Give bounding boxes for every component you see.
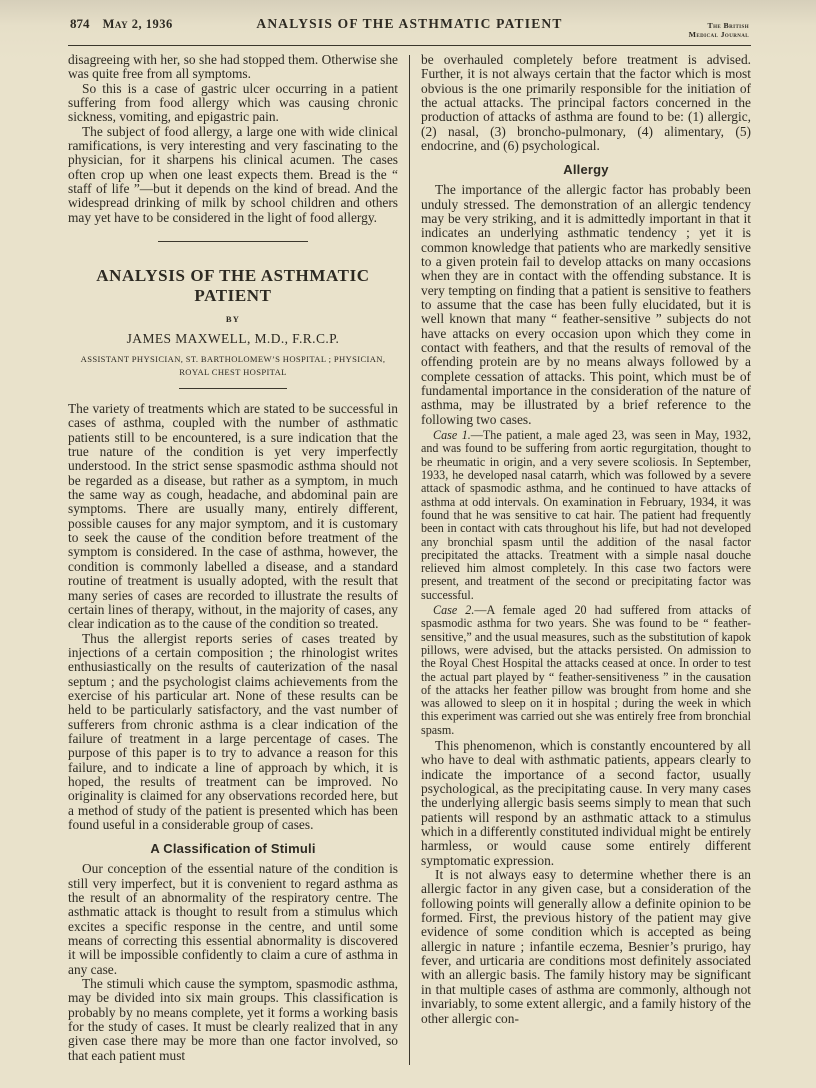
page-header [68, 10, 751, 46]
content-columns [68, 53, 751, 1065]
journal-name-line2: Medical Journal [688, 29, 749, 39]
case-2-text: —A female aged 20 had suffered from attacks of spasmodic asthma for two years. She was found to be “ feather-sensitive,” and the usual measures, such as the substitution of kapok pillows, were advised, but the attacks persisted. On admission to the Royal Chest Hospital the attacks ceased at once. In order to test the actual part played by “ feather-sensitiveness ” in the causation of the attacks her feather pillow was brought from home and she was allowed to sleep on it in hospital ; during the week in which this experiment was carried out she was entirely free from bronchial spasm. [421, 603, 751, 737]
byline: BY [225, 314, 241, 325]
section-paragraph: The stimuli which cause the symptom, spasmodic asthma, may be divided into six main groups. This classification is probably by no means complete, yet it forms a working basis for the study of cases. It must be clearly realized that in any given case there may be more than one factor involved, so that each patient must [68, 976, 398, 1063]
intro-paragraph: So this is a case of gastric ulcer occurring in a patient suffering from food allergy which was causing chronic sickness, vomiting, and epigastric pain. [68, 80, 398, 125]
issue-date: May 2, 1936 [102, 17, 173, 31]
opening-paragraph: be overhauled completely before treatment is advised. Further, it is not always certain that the factor which is most obvious is the one primarily responsible for the initiation of the actual attacks. The principal factors concerned in the production of attacks of asthma are found to be: (1) allergic, (2) nasal, (3) broncho-pulmonary, (4) alimentary, (5) endocrine, and (6) psychological. [421, 52, 751, 153]
article-divider-rule [158, 241, 308, 242]
intro-paragraph: disagreeing with her, so she had stopped them. Otherwise she was quite free from all symptoms. [68, 52, 398, 82]
case-1-label: Case 1. [433, 428, 471, 443]
body-paragraph: Thus the allergist reports series of cases treated by injections of a certain composition ; the rhinologist writes enthusiastically on the results of cauterization of the nasal septum ; and the psychologist claims achievements from the exercise of his particular art. None of these results can be held to be particularly satisfactory, and the vast number of sufferers from chronic asthma is a clear indication of the failure of treatment in a large percentage of cases. The purpose of this paper is to try to advance a reason for this failure, and to indicate a line of approach by which, it is hoped, the results of treatment can be improved. No originality is claimed for any observations recorded here, but a method of study of the patient is presented which has been found useful in a considerable group of cases. [68, 630, 398, 832]
case-report-1 [421, 429, 751, 602]
page-number-and-date [70, 16, 246, 32]
author-name: JAMES MAXWELL, M.D., F.R.C.P. [126, 331, 340, 347]
closing-paragraph: This phenomenon, which is constantly encountered by all who have to deal with asthmatic patients, appears clearly to indicate the importance of a second factor, usually psychological, as the precipitating cause. In very many cases the underlying allergic basis seems simply to mean that such patients will respond by an asthmatic attack to a stimulus which in a differently constituted individual might be entirely harmless, or would cause some entirely different symptomatic expression. [421, 737, 751, 868]
running-title: ANALYSIS OF THE ASTHMATIC PATIENT [256, 16, 563, 31]
article-title: ANALYSIS OF THE ASTHMATIC PATIENT [96, 266, 370, 305]
section-paragraph: Our conception of the essential nature of the condition is still very imperfect, but it is convenient to regard asthma as the result of an abnormality of the respiratory centre. The asthmatic attack is thought to result from a stimulus which excites a specific response in the centre, and until some means of correcting this essential abnormality is discovered it will be impossible confidently to claim a cure of asthma in any case. [68, 861, 398, 977]
affiliation-line2: ROYAL CHEST HOSPITAL [179, 366, 287, 377]
author-affiliation [68, 353, 398, 378]
body-paragraph: The variety of treatments which are stated to be successful in cases of asthma, coupled with the number of asthmatic patients still to be encountered, is a sure indication that the true nature of the condition is yet very imperfectly understood. In the strict sense spasmodic asthma should not be regarded as a disease, but rather as a symptom, in much the same way as cough, headache, and abdominal pain are symptoms. There are usually many, entirely different, possible causes for any major symptom, and it is customary to seek the cause of the condition before treatment of the symptom is considered. In the case of asthma, however, the condition is commonly labelled a disease, and a standard routine of treatment is usually adopted, with the result that many series of cases are recorded to illustrate the results of certain lines of therapy, without, in the majority of cases, any clear indication as to the cause of the condition so treated. [68, 401, 398, 632]
case-2-label: Case 2. [433, 603, 475, 618]
case-1-text: —The patient, a male aged 23, was seen in May, 1932, and was found to be suffering from aortic regurgitation, thought to be rheumatic in origin, and a very severe scoliosis. In September, 1933, he developed nasal catarrh, which was followed by a severe attack of spasmodic asthma, and he continued to have attacks of asthma at odd intervals. On examination in February, 1934, it was found that he was sensitive to cat hair. The patient had frequently been in contact with cats throughout his life, but had not developed any bronchial spasm until the addition of the nasal factor precipitated the attacks. Treatment with a simple nasal douche relieved him almost completely. In this case two factors were present, and treatment of the second or precipitating factor was successful. [421, 428, 751, 602]
page-number: 874 [70, 16, 90, 31]
left-column [68, 53, 398, 1065]
affiliation-line1: ASSISTANT PHYSICIAN, ST. BARTHOLOMEW’S HOSPITAL ; PHYSICIAN, [80, 354, 386, 365]
closing-paragraph: It is not always easy to determine whether there is an allergic factor in any given case, but a consideration of the following points will generally allow a definite opinion to be formed. First, the previous history of the patient may give evidence of some condition which is accepted as being allergic in nature ; infantile eczema, Besnier’s prurigo, hay fever, and urticaria are conditions most definitely associated with an allergic basis. The family history may be significant in that multiple cases of asthma are commonly, although not invariably, to some extent allergic, and a family history of the other allergic con- [421, 867, 751, 1026]
case-report-2 [421, 604, 751, 737]
intro-paragraph: The subject of food allergy, a large one with wide clinical ramifications, is very interesting and very fascinating to the physician, for it sharpens his clinical acumen. The cases often crop up when one least expects them. Bread is the “ staff of life ”—but it depends on the kind of bread. And the widespread drinking of milk by school children and others may yet have to be considered in the light of food allergy. [68, 123, 398, 225]
title-body-rule [179, 388, 287, 389]
section-heading-allergy: Allergy [563, 162, 609, 178]
journal-name-line1: The British [707, 21, 749, 30]
section-heading-classification: A Classification of Stimuli [150, 841, 316, 857]
journal-name [573, 22, 749, 40]
right-column [421, 53, 751, 1065]
column-divider [409, 55, 410, 1065]
allergy-paragraph: The importance of the allergic factor has probably been unduly stressed. The demonstration of an allergic tendency may be very striking, and it is admittedly important in that it indicates an underlying asthmatic tendency ; yet it is common knowledge that patients who are markedly sensitive to a given protein fail to develop attacks on many occasions when they are in contact with the offending substance. It is very tempting on finding that a patient is sensitive to feathers to assume that the case has been fully elucidated, but it is well known that many “ feather-sensitive ” subjects do not have attacks on every occasion upon which they come in contact with feathers, and that the results of removal of the offending protein are by no means always followed by a complete cessation of attacks. This point, which must be of fundamental importance in the consideration of the nature of asthma, may be illustrated by a brief reference to the following two cases. [421, 182, 751, 427]
